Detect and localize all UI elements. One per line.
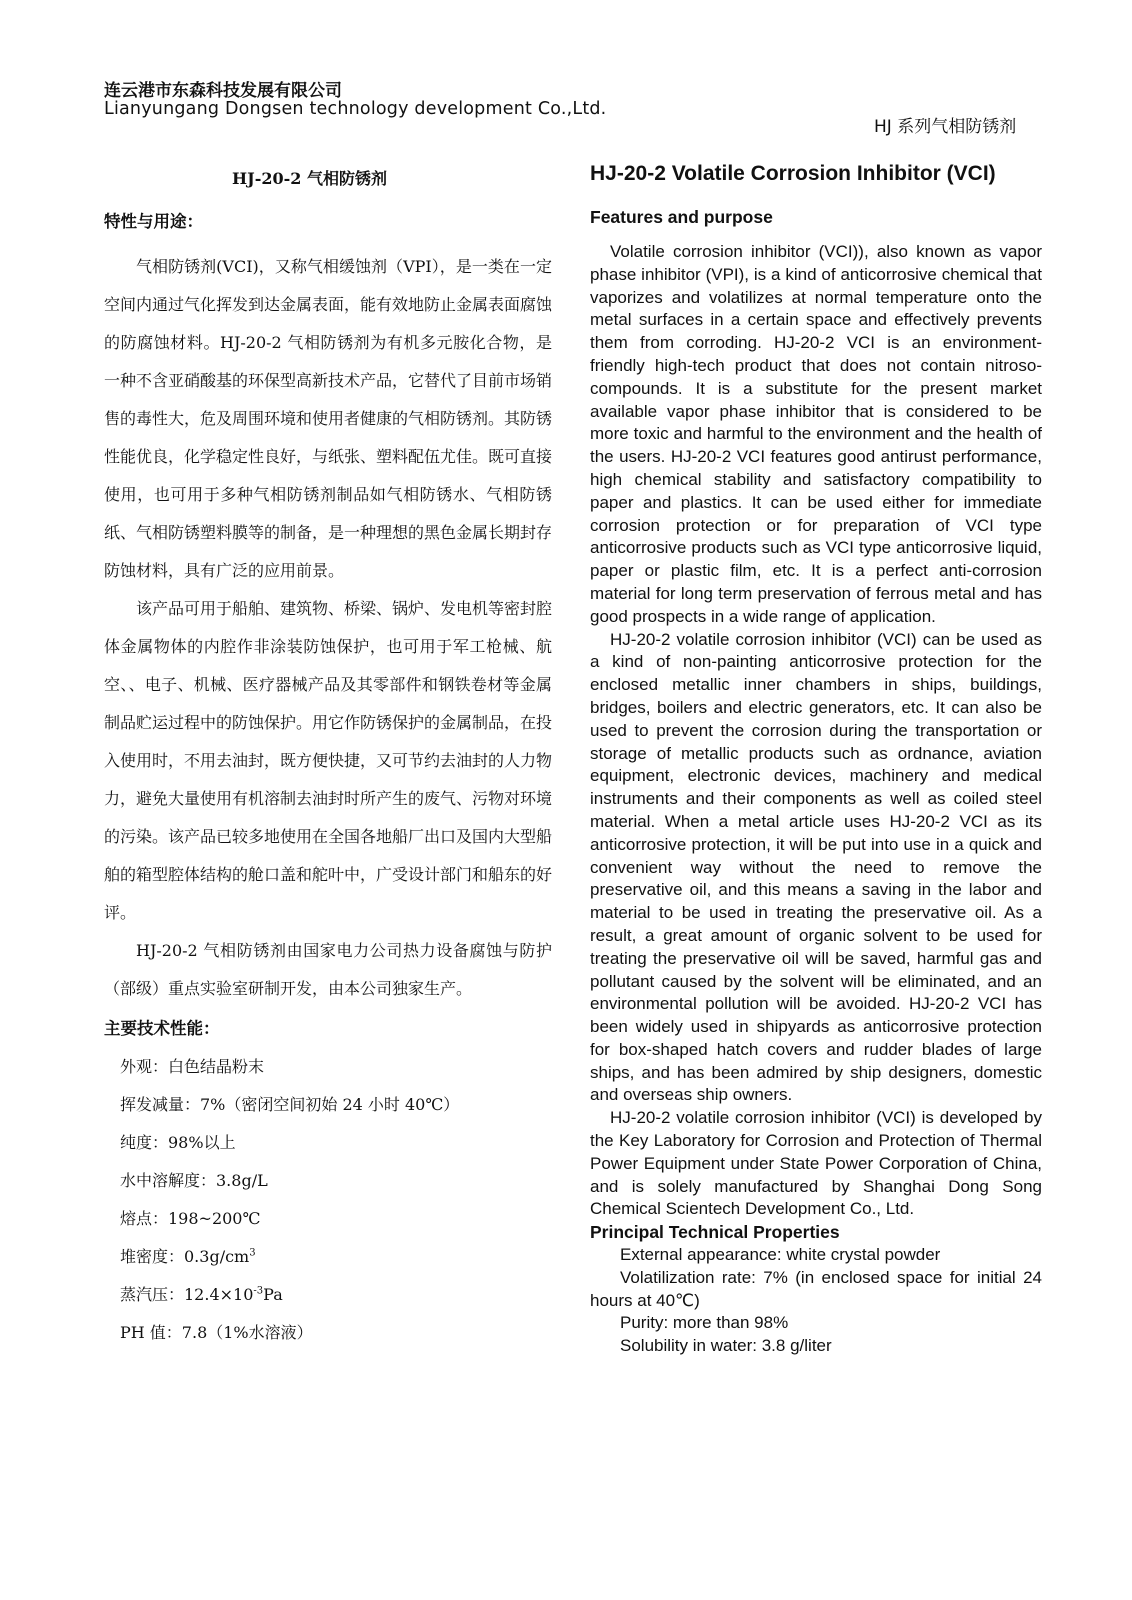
paragraph-cn-2: 该产品可用于船舶、建筑物、桥梁、锅炉、发电机等密封腔体金属物体的内腔作非涂装防蚀保护，也可用于军工枪械、航空、、电子、机械、医疗器械产品及其零部件和钢铁卷材等金属制品贮运过程中的防蚀保护。用它作防锈保护的金属制品，在投入使用时，不用去油封，既方便快捷，又可节约去油封的人力物力，避免大量使用有机溶制去油封时所产生的废气、污物对环境的污染。该产品已较多地使用在全国各地船厂出口及国内大型船舶的箱型腔体结构的舱口盖和舵叶中，广受设计部门和船东的好评。 — [104, 599, 553, 922]
prop-density-cn — [120, 1238, 552, 1276]
prop-purity-en: Purity: more than 98% — [620, 1313, 789, 1333]
prop-ph-cn: PH 值：7.8（1%水溶液） — [120, 1323, 313, 1342]
company-name-cn: 连云港市东森科技发展有限公司 — [104, 81, 342, 101]
density-text: 堆密度：0.3g/cm — [120, 1247, 250, 1266]
prop-solubility-en: Solubility in water: 3.8 g/liter — [620, 1336, 832, 1356]
vapor-unit: Pa — [263, 1285, 283, 1304]
features-heading-en: Features and purpose — [590, 207, 773, 227]
title-en: HJ-20-2 Volatile Corrosion Inhibitor (VCI) — [590, 162, 996, 185]
tech-list-en — [590, 1244, 1042, 1358]
prop-melting-cn: 熔点：198~200℃ — [120, 1209, 261, 1228]
paragraph-cn-1: 气相防锈剂(VCI)，又称气相缓蚀剂（VPI），是一类在一定空间内通过气化挥发到达金属表面，能有效地防止金属表面腐蚀的防腐蚀材料。HJ-20-2 气相防锈剂为有机多元胺化合物，是一种不含亚硝酸基的环保型高新技术产品，它替代了目前市场销售的毒性大，危及周围环境和使用者健康的气相防锈剂。其防锈性能优良，化学稳定性良好，与纸张、塑料配伍尤佳。既可直接使用，也可用于多种气相防锈剂制品如气相防锈水、气相防锈纸、气相防锈塑料膜等的制备，是一种理想的黑色金属长期封存防蚀材料，具有广泛的应用前景。 — [104, 257, 553, 580]
tech-heading-cn: 主要技术性能： — [104, 1019, 220, 1038]
prop-vapor-cn — [120, 1276, 552, 1314]
features-heading-cn: 特性与用途： — [104, 212, 203, 231]
chinese-column — [104, 210, 552, 1352]
series-label: HJ 系列气相防锈剂 — [874, 117, 1017, 137]
vapor-text: 蒸汽压：12.4×10 — [120, 1285, 254, 1304]
prop-appearance-cn: 外观：白色结晶粉末 — [120, 1057, 265, 1076]
paragraph-en-1: Volatile corrosion inhibitor (VCI)), also known as vapor phase inhibitor (VPI), is a kind of anticorrosive chemical that vaporizes and volatilizes at normal temperature onto the metal surfaces in a certain space and effectively prevents them from corroding. HJ-20-2 VCI is an environment-friendly high-tech product that does not contain nitroso-compounds. It is a substitute for the present market available vapor phase inhibitor that is considered to be more toxic and harmful to the environment and the health of the users. HJ-20-2 VCI features good antirust performance, high chemical stability and satisfactory compatibility to paper and plastics. It can be used either for immediate corrosion protection or for preparation of VCI type anticorrosive products such as VCI type anticorrosive liquid, paper or plastic film, etc. It is a perfect anti-corrosion material for long term preservation of ferrous metal and has good prospects in a wide range of application. — [590, 242, 1042, 626]
title-cn: HJ-20-2 气相防锈剂 — [232, 169, 387, 188]
tech-list-cn — [104, 1048, 552, 1352]
prop-purity-cn: 纯度：98%以上 — [120, 1133, 236, 1152]
vapor-sup: -3 — [253, 1285, 264, 1297]
paragraph-cn-3: HJ-20-2 气相防锈剂由国家电力公司热力设备腐蚀与防护（部级）重点实验室研制开发，由本公司独家生产。 — [104, 941, 552, 998]
paragraph-en-2: HJ-20-2 volatile corrosion inhibitor (VCI) can be used as a kind of non-painting anticorrosive protection for the enclosed metallic inner chambers in ships, buildings, bridges, boilers and electric generators, etc. It can also be used to prevent the corrosion during the transportation or storage of metallic products such as ordnance, aviation equipment, electronic devices, machinery and medical instruments and their components as well as coiled steel material. When a metal article uses HJ-20-2 VCI as its anticorrosive protection, it will be put into use in a quick and convenient way without the need to remove the preservative oil, and this means a saving in the labor and material to be used in treating the preservative oil. As a result, a great amount of organic solvent to be used for treating the preservative oil will be saved, harmful gas and pollutant caused by the solvent will be eliminated, and an environmental pollution will be avoided. HJ-20-2 VCI has been widely used in shipyards as anticorrosive protection for box-shaped hatch covers and rudder blades of large ships, and has been admired by ship designers, domestic and overseas ship owners. — [590, 629, 1042, 1105]
prop-volatilization-en: Volatilization rate: 7% (in enclosed space for initial 24 hours at 40℃) — [590, 1267, 1042, 1310]
paragraph-en-3: HJ-20-2 volatile corrosion inhibitor (VCI) is developed by the Key Laboratory for Corrosion and Protection of Thermal Power Equipment under State Power Corporation of China, and is solely manufactured by Shanghai Dong Song Chemical Scientech Development Co., Ltd. — [590, 1108, 1042, 1219]
tech-heading-en: Principal Technical Properties — [590, 1222, 840, 1243]
prop-volatilization-cn: 挥发减量：7%（密闭空间初始 24 小时 40℃） — [120, 1095, 460, 1114]
prop-appearance-en: External appearance: white crystal powder — [620, 1245, 941, 1265]
company-name-en: Lianyungang Dongsen technology development Co.,Ltd. — [104, 99, 607, 119]
english-column — [590, 205, 1042, 1358]
prop-solubility-cn: 水中溶解度：3.8g/L — [120, 1171, 268, 1190]
density-sup: 3 — [249, 1247, 256, 1259]
